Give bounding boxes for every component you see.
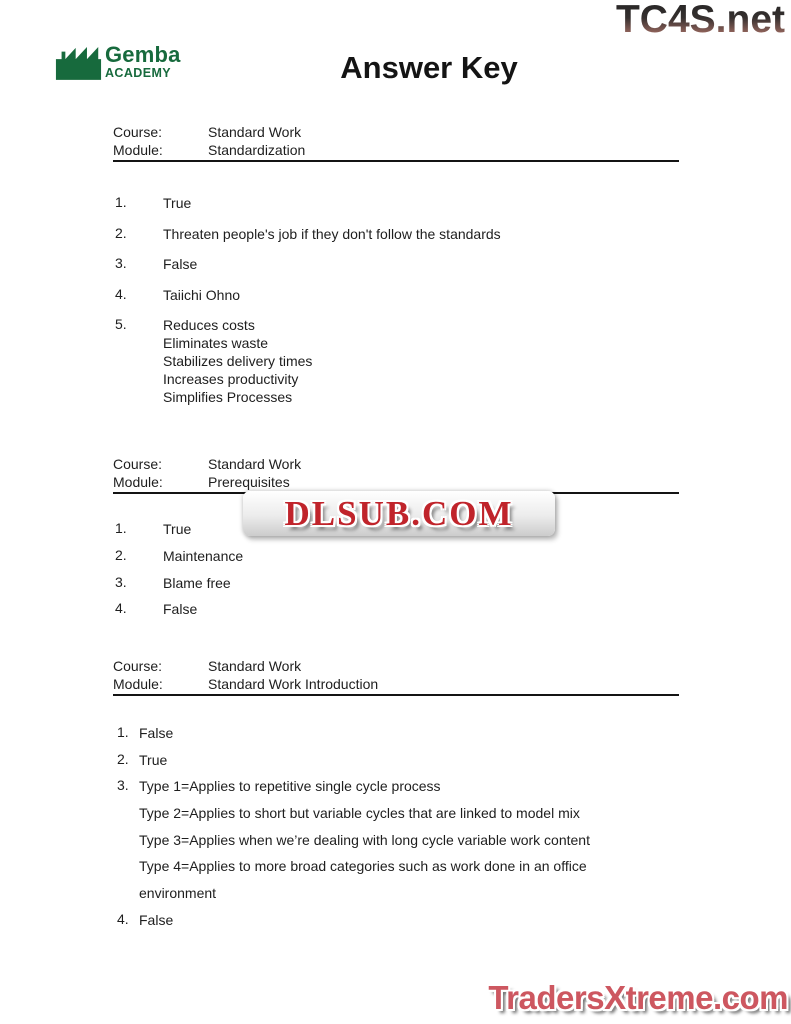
logo-text [105, 44, 181, 80]
answer-number: 3. [115, 255, 127, 271]
answer-line: False [163, 256, 198, 272]
module-label: Module: [113, 142, 163, 158]
answer-number: 4. [117, 910, 129, 927]
answer-item [117, 911, 590, 938]
module-value: Standard Work Introduction [208, 676, 379, 692]
answer-item [115, 255, 501, 273]
answer-line: False [163, 601, 198, 618]
answer-line: Type 2=Applies to short but variable cycles that are linked to model mix [139, 805, 580, 822]
answer-line: Threaten people's job if they don't follow the standards [163, 225, 501, 242]
answer-number: 5. [115, 316, 127, 332]
answer-list-prerequisites [115, 520, 243, 627]
answer-line: Stabilizes delivery times [163, 353, 313, 369]
answer-line: Type 4=Applies to more broad categories such as work done in an office [139, 858, 587, 875]
answer-item [115, 547, 243, 565]
module-value: Prerequisites [208, 474, 290, 490]
answer-line: True [163, 195, 192, 211]
answer-line: Eliminates waste [163, 335, 269, 351]
answer-line: False [139, 911, 174, 928]
answer-item [115, 520, 243, 538]
answer-number: 3. [117, 777, 129, 794]
watermark-dlsub: DLSUB.COM [284, 493, 514, 533]
answer-line: Simplifies Processes [163, 389, 293, 405]
course-value: Standard Work [208, 658, 302, 674]
watermark-tradersxtreme: TradersXtreme.com [488, 979, 788, 1016]
answer-item [115, 194, 501, 212]
section-header-prerequisites [113, 455, 679, 494]
answer-line: Blame free [163, 574, 231, 591]
answer-item [117, 724, 590, 751]
answer-item [117, 777, 590, 910]
course-label: Course: [113, 456, 163, 472]
answer-line: True [163, 521, 192, 537]
watermark-dlsub-badge [243, 491, 555, 536]
answer-number: 1. [115, 194, 127, 210]
answer-list-standard-work-introduction [117, 724, 590, 938]
section-rule [113, 160, 679, 162]
section-header-standard-work-introduction [113, 657, 679, 696]
answer-line: environment [139, 885, 217, 902]
factory-icon [55, 44, 102, 80]
answer-line: Increases productivity [163, 371, 299, 387]
answer-item [115, 574, 243, 592]
answer-line: Type 3=Applies when we’re dealing with long cycle variable work content [139, 831, 590, 848]
course-value: Standard Work [208, 124, 302, 140]
answer-line: Taiichi Ohno [163, 286, 241, 303]
page-title: Answer Key [340, 50, 518, 85]
logo-subtitle: ACADEMY [105, 66, 171, 80]
logo-name: Gemba [105, 42, 181, 67]
answer-number: 1. [117, 724, 129, 740]
gemba-academy-logo [55, 44, 181, 80]
module-label: Module: [113, 676, 163, 692]
answer-line: False [139, 725, 174, 741]
answer-line: Maintenance [163, 547, 244, 564]
answer-number: 2. [115, 546, 127, 563]
answer-number: 2. [117, 750, 129, 767]
answer-item [115, 225, 501, 243]
answer-line: Type 1=Applies to repetitive single cycle process [139, 778, 441, 795]
course-label: Course: [113, 124, 163, 140]
section-header-standardization [113, 123, 679, 162]
answer-item [117, 751, 590, 778]
answer-line: True [139, 751, 168, 768]
answer-item [115, 600, 243, 618]
answer-item [115, 316, 501, 406]
course-label: Course: [113, 658, 163, 674]
answer-number: 4. [115, 285, 127, 302]
answer-item [115, 286, 501, 304]
answer-number: 2. [115, 224, 127, 241]
watermark-tc4s: TC4S.net [615, 0, 785, 41]
answer-number: 1. [115, 520, 127, 536]
module-label: Module: [113, 474, 163, 490]
answer-number: 3. [115, 573, 127, 590]
answer-list-standardization [115, 194, 501, 419]
module-value: Standardization [208, 142, 306, 158]
course-value: Standard Work [208, 456, 302, 472]
section-rule [113, 694, 679, 696]
answer-number: 4. [115, 600, 127, 617]
answer-line: Reduces costs [163, 317, 255, 333]
